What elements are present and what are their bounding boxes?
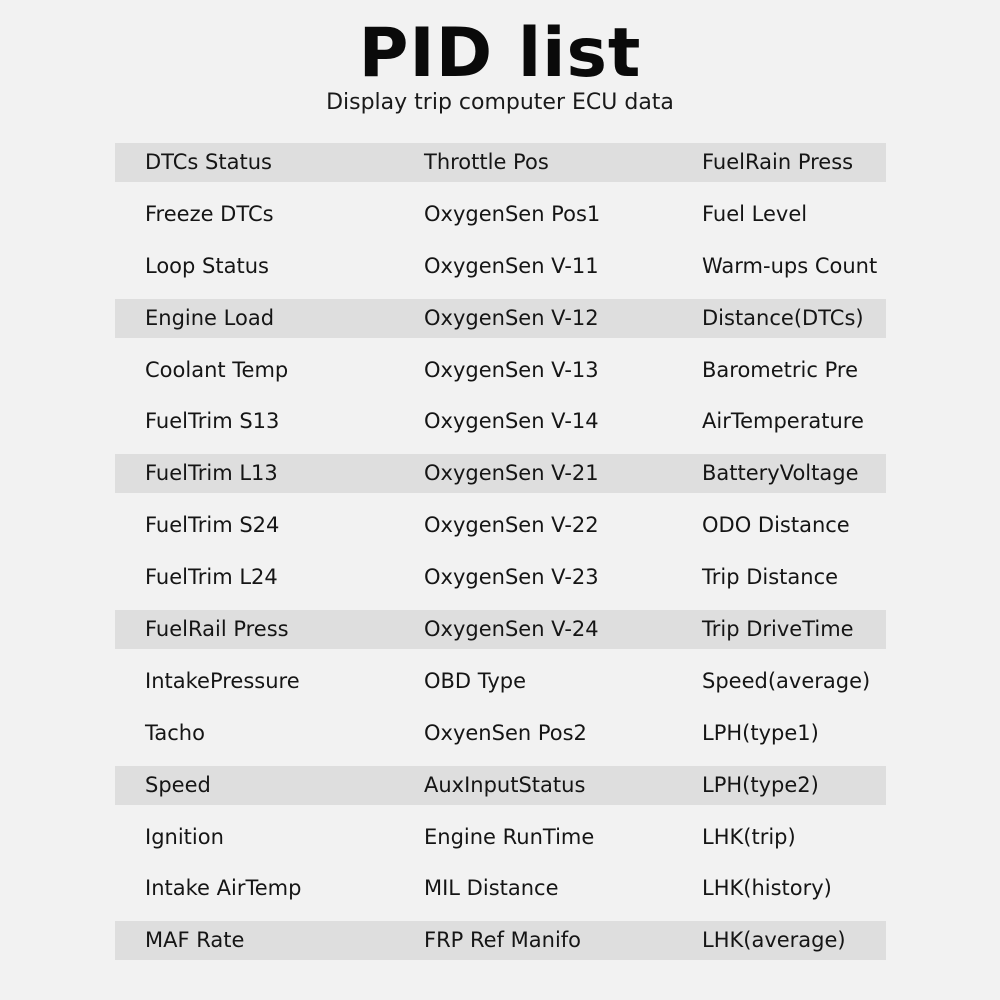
pid-item: AirTemperature (702, 409, 864, 434)
table-row (115, 247, 886, 286)
table-row (115, 818, 886, 857)
pid-item: OxygenSen V-13 (424, 357, 599, 382)
pid-item: BatteryVoltage (702, 461, 859, 486)
pid-item: Intake AirTemp (145, 876, 302, 901)
pid-item: OxygenSen V-24 (424, 617, 599, 642)
pid-item: LHK(history) (702, 876, 832, 901)
pid-item: LPH(type2) (702, 772, 819, 797)
pid-item: Ignition (145, 824, 224, 849)
pid-item: Throttle Pos (424, 150, 549, 174)
pid-item: IntakePressure (145, 668, 300, 693)
table-row (115, 143, 886, 182)
pid-item: FuelRain Press (702, 150, 854, 174)
pid-item: Speed(average) (702, 668, 871, 693)
table-row (115, 869, 886, 908)
page-subtitle: Display trip computer ECU data (326, 90, 674, 115)
table-row (115, 714, 886, 753)
pid-item: FuelTrim S24 (145, 513, 280, 538)
pid-item: OxygenSen V-22 (424, 513, 599, 538)
pid-item: OxyenSen Pos2 (424, 720, 587, 745)
pid-item: OxygenSen V-14 (424, 409, 599, 434)
pid-item: OxygenSen Pos1 (424, 201, 601, 226)
table-row (115, 558, 886, 597)
pid-item: Engine Load (145, 305, 275, 330)
pid-item: Fuel Level (702, 201, 808, 226)
pid-item: OxygenSen V-11 (424, 253, 599, 278)
pid-item: AuxInputStatus (424, 772, 586, 797)
pid-item: Distance(DTCs) (702, 305, 864, 330)
pid-item: OxygenSen V-21 (424, 461, 599, 486)
pid-item: Loop Status (145, 253, 269, 278)
pid-item: Trip DriveTime (702, 617, 854, 642)
pid-item: DTCs Status (145, 150, 272, 174)
table-row (115, 506, 886, 545)
pid-item: FuelTrim S13 (145, 409, 280, 434)
pid-item: FuelRail Press (145, 617, 289, 642)
pid-item: FuelTrim L13 (145, 461, 278, 486)
pid-table (115, 143, 886, 973)
pid-item: OBD Type (424, 668, 527, 693)
table-row (115, 402, 886, 441)
table-row (115, 662, 886, 701)
table-row (115, 921, 886, 960)
pid-item: OxygenSen V-23 (424, 565, 599, 590)
pid-item: FRP Ref Manifo (424, 928, 582, 953)
pid-item: FuelTrim L24 (145, 565, 278, 590)
table-row (115, 195, 886, 234)
table-row (115, 766, 886, 805)
table-row (115, 454, 886, 493)
pid-item: LHK(average) (702, 928, 846, 953)
pid-item: MAF Rate (145, 928, 245, 953)
table-row (115, 610, 886, 649)
pid-item: Trip Distance (702, 565, 839, 590)
pid-item: Coolant Temp (145, 357, 289, 382)
pid-item: Freeze DTCs (145, 201, 274, 226)
pid-item: OxygenSen V-12 (424, 305, 599, 330)
pid-item: ODO Distance (702, 513, 850, 538)
table-row (115, 351, 886, 390)
page-title: PID list (358, 14, 642, 93)
pid-item: LPH(type1) (702, 720, 819, 745)
pid-item: MIL Distance (424, 876, 559, 901)
table-row (115, 299, 886, 338)
pid-item: Tacho (145, 720, 205, 745)
pid-item: LHK(trip) (702, 824, 796, 849)
pid-item: Speed (145, 772, 211, 797)
pid-item: Engine RunTime (424, 824, 595, 849)
pid-item: Barometric Pre (702, 357, 858, 382)
pid-item: Warm-ups Count (702, 253, 878, 278)
